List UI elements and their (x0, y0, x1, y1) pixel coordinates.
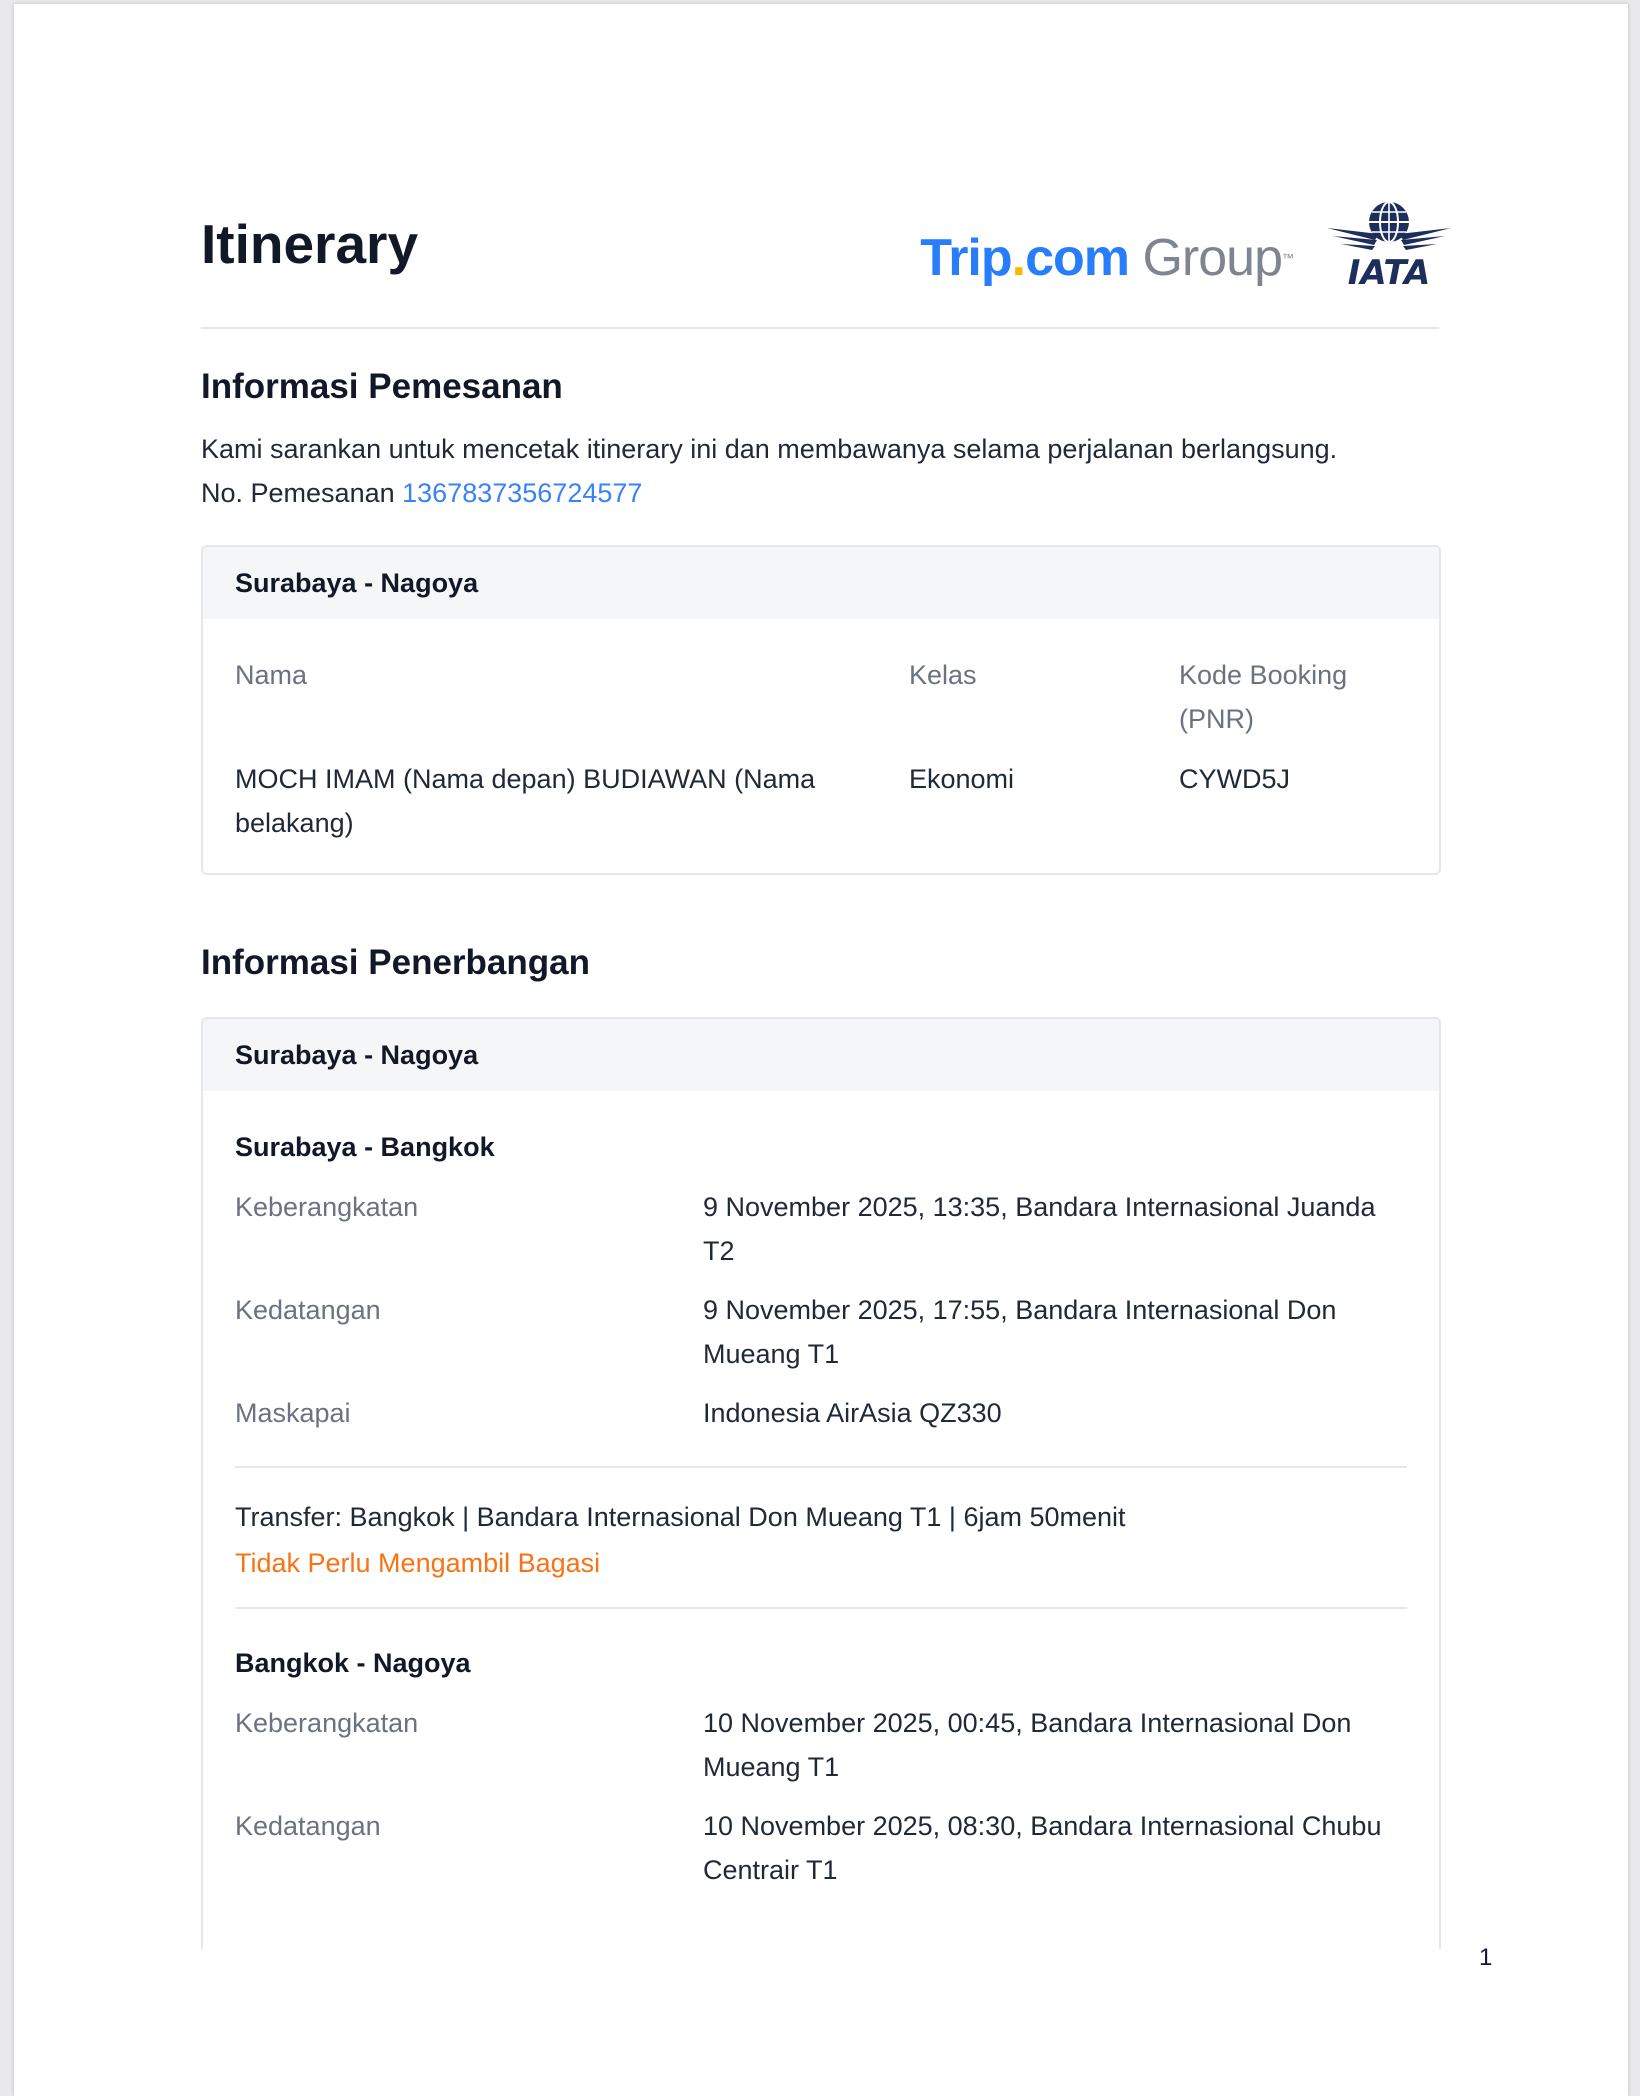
passenger-card (201, 545, 1441, 875)
document-page (14, 4, 1628, 2096)
transfer-bottom-divider (235, 1607, 1407, 1609)
transfer-top-divider (235, 1466, 1407, 1468)
passenger-name: MOCH IMAM (Nama depan) BUDIAWAN (Nama belakang) (235, 764, 816, 838)
segment-1-airline-value: Indonesia AirAsia QZ330 (703, 1398, 1002, 1428)
logos (853, 200, 1453, 290)
segment-1-airline-label: Maskapai (235, 1398, 351, 1428)
segment-2-arrival-label: Kedatangan (235, 1811, 381, 1841)
segment-1-arrival-value: 9 November 2025, 17:55, Bandara Internasional Don Mueang T1 (703, 1295, 1337, 1369)
booking-info-heading: Informasi Pemesanan (201, 367, 563, 406)
segment-2-departure-value: 10 November 2025, 00:45, Bandara Internasional Don Mueang T1 (703, 1708, 1352, 1782)
svg-text:IATA: IATA (1347, 253, 1431, 290)
passenger-class: Ekonomi (909, 764, 1015, 794)
segment-1-title: Surabaya - Bangkok (235, 1132, 495, 1162)
page-number: 1 (1479, 1944, 1493, 1971)
passenger-card-route: Surabaya - Nagoya (203, 547, 1439, 619)
flight-card (201, 1017, 1441, 1949)
transfer-info: Transfer: Bangkok | Bandara Internasional Don Mueang T1 | 6jam 50menit (235, 1502, 1126, 1532)
trip-com-group-logo: Trip.com Group™ (920, 229, 1293, 287)
page-title: Itinerary (201, 213, 419, 275)
order-number-label: No. Pemesanan (201, 478, 395, 508)
iata-logo (1325, 200, 1453, 290)
segment-1-arrival-label: Kedatangan (235, 1295, 381, 1325)
order-number-link[interactable]: 1367837356724577 (402, 478, 643, 508)
name-column-header: Nama (235, 660, 308, 690)
passenger-pnr: CYWD5J (1179, 764, 1291, 794)
order-number-line (201, 471, 642, 515)
segment-2-departure-label: Keberangkatan (235, 1708, 419, 1738)
baggage-note: Tidak Perlu Mengambil Bagasi (235, 1548, 601, 1578)
pnr-column-header: Kode Booking (PNR) (1179, 660, 1348, 734)
header-divider (201, 327, 1439, 329)
segment-1-departure-label: Keberangkatan (235, 1192, 419, 1222)
segment-2-title: Bangkok - Nagoya (235, 1648, 471, 1678)
flight-card-route: Surabaya - Nagoya (203, 1019, 1439, 1091)
booking-note: Kami sarankan untuk mencetak itinerary ini dan membawanya selama perjalanan berlangsung. (201, 434, 1338, 464)
segment-2-arrival-value: 10 November 2025, 08:30, Bandara Internasional Chubu Centrair T1 (703, 1811, 1382, 1885)
segment-1-departure-value: 9 November 2025, 13:35, Bandara Internasional Juanda T2 (703, 1192, 1376, 1266)
flight-info-heading: Informasi Penerbangan (201, 943, 590, 982)
class-column-header: Kelas (909, 660, 977, 690)
